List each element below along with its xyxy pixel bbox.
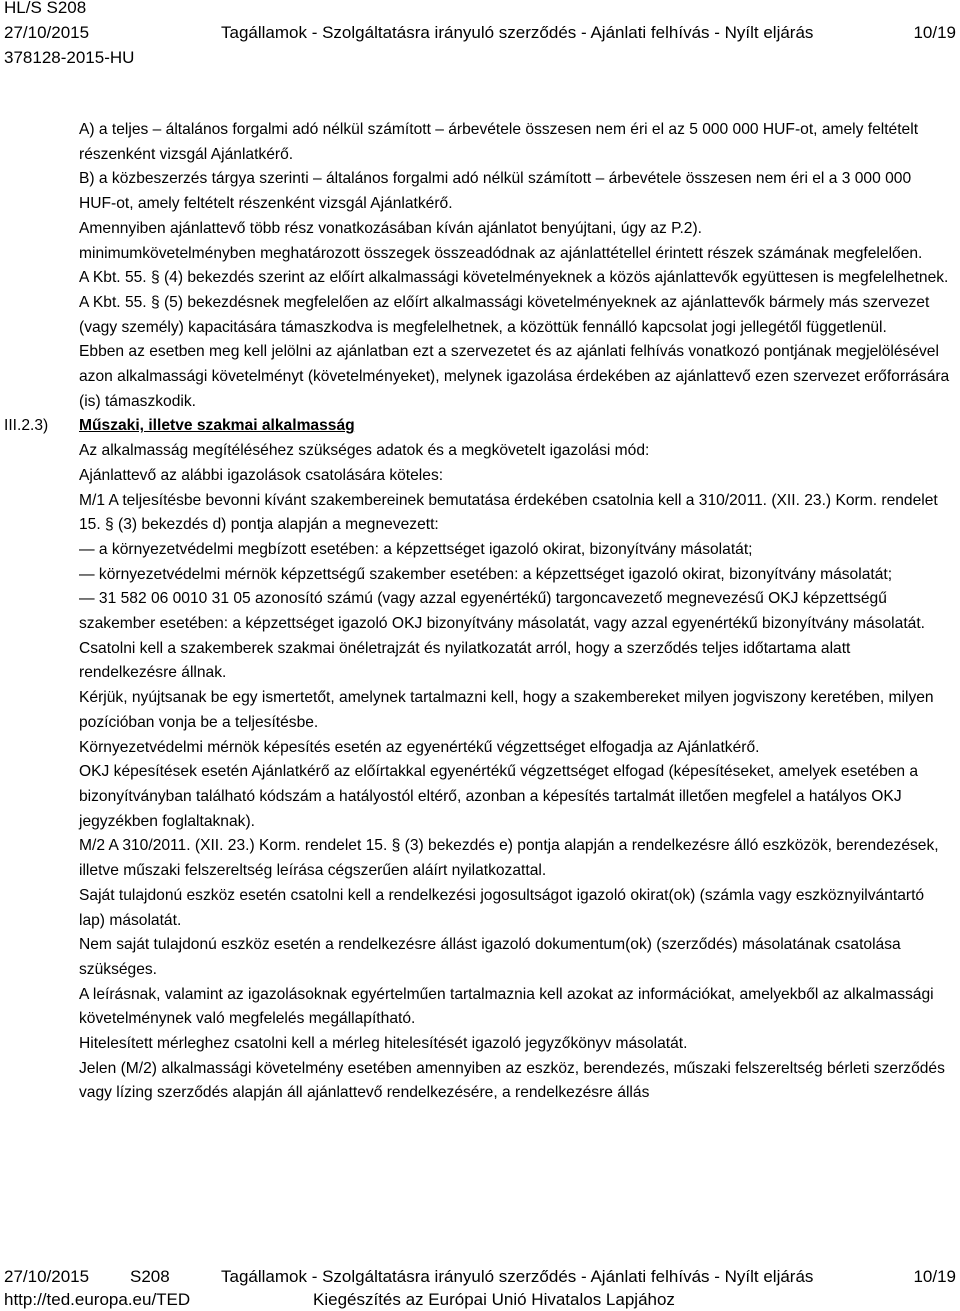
notice-number: 378128-2015-HU (4, 48, 135, 67)
paragraph: OKJ képesítések esetén Ajánlatkérő az előírtakkal egyenértékű végzettséget elfogad (képesítéseket, amelyek esetében a bizonyítványban található kódszám a hatályostól eltérő, azonban a képesítés tartalmát illetően megfelel a hatályos OKJ jegyzékben foglaltaknak). (79, 763, 919, 830)
section-continuation (0, 118, 960, 414)
footer-page-number: 10/19 (913, 1267, 956, 1286)
document-body (0, 118, 960, 1106)
header-title: Tagállamok - Szolgáltatásra irányuló szerződés - Ajánlati felhívás - Nyílt eljárás (221, 23, 814, 42)
paragraph: A leírásnak, valamint az igazolásoknak egyértelműen tartalmaznia kell azokat az információkat, amelyekből az alkalmassági követelménynek való megfelelés megállapítható. (79, 985, 934, 1028)
paragraph: Nem saját tulajdonú eszköz esetén a rendelkezésre állást igazoló dokumentum(ok) (szerződés) másolatának csatolása szükséges. (79, 936, 901, 978)
paragraph: Saját tulajdonú eszköz esetén csatolni kell a rendelkezési jogosultságot igazoló okirat(ok) (számla vagy eszköznyilvántartó lap) másolatát. (79, 886, 925, 929)
section-number: III.2.3) (4, 417, 49, 435)
footer-series: S208 (130, 1267, 170, 1286)
footer-title: Tagállamok - Szolgáltatásra irányuló szerződés - Ajánlati felhívás - Nyílt eljárás (221, 1267, 814, 1286)
paragraph: M/1 A teljesítésbe bevonni kívánt szakembereinek bemutatása érdekében csatolnia kell a 310/2011. (XII. 23.) Korm. rendelet 15. § (3) bekezdés d) pontja alapján a megnevezett: (79, 491, 938, 534)
paragraph: B) a közbeszerzés tárgya szerinti – általános forgalmi adó nélkül számított – árbevétele összesen nem éri el a 3 000 000 HUF-ot, amely feltételt részenként vizsgál Ajánlatkérő. (79, 170, 912, 213)
paragraph: M/2 A 310/2011. (XII. 23.) Korm. rendelet 15. § (3) bekezdés e) pontja alapján a rendelkezésre álló eszközök, berendezések, illetve műszaki felszereltség leírása cégszerűen aláírt nyilatkozattal. (79, 837, 939, 880)
footer-publisher: Kiegészítés az Európai Unió Hivatalos Lapjához (313, 1290, 675, 1309)
paragraph: A) a teljes – általános forgalmi adó nélkül számított – árbevétele összesen nem éri el az 5 000 000 HUF-ot, amely feltételt részenként vizsgál Ajánlatkérő. (79, 121, 919, 163)
header-page-number: 10/19 (913, 23, 956, 42)
paragraph: Csatolni kell a szakemberek szakmai önéletrajzát és nyilatkozatát arról, hogy a szerződés teljes időtartama alatt rendelkezésre állnak. (79, 639, 851, 682)
footer-date: 27/10/2015 (4, 1267, 90, 1286)
header-date: 27/10/2015 (4, 23, 90, 42)
paragraph: A Kbt. 55. § (5) bekezdésnek megfelelően az előírt alkalmassági követelményeknek az ajánlattevők bármely más szervezet (vagy személy) kapacitására támaszkodva is megfelelhetnek, a közöttük fennálló kapcsolat jogi jellegétől függetlenül. (79, 293, 930, 336)
paragraph: Ajánlattevő az alábbi igazolások csatolására köteles: (79, 466, 444, 484)
paragraph: Az alkalmasság megítéléséhez szükséges adatok és a megkövetelt igazolási mód: (79, 442, 650, 460)
doc-id: HL/S S208 (4, 0, 87, 17)
section-III-2-3 (0, 414, 960, 1106)
paragraph: A Kbt. 55. § (4) bekezdés szerint az előírt alkalmassági követelményeknek a közös ajánlattevők együttesen is megfelelhetnek. (79, 269, 949, 287)
paragraph: minimumkövetelményben meghatározott összegek összeadódnak az ajánlattétellel érintett részek számának megfelelően. (79, 244, 923, 262)
paragraph: Környezetvédelmi mérnök képesítés esetén az egyenértékű végzettséget elfogadja az Ajánlatkérő. (79, 738, 760, 756)
paragraph: Jelen (M/2) alkalmassági követelmény esetében amennyiben az eszköz, berendezés, műszaki felszereltség bérleti szerződés vagy lízing szerződés alapján áll ajánlattevő rendelkezésére, a rendelkezésre állás (79, 1059, 945, 1102)
paragraph: Hitelesített mérleghez csatolni kell a mérleg hitelesítését igazoló jegyzőkönyv másolatát. (79, 1035, 688, 1053)
section-heading: Műszaki, illetve szakmai alkalmasság (79, 417, 355, 435)
paragraph: Ebben az esetben meg kell jelölni az ajánlatban ezt a szervezetet és az ajánlati felhívás vonatkozó pontjának megjelölésével azon alkalmassági követelményt (követelményeket), melynek igazolása érdekében az ajánlattevő ezen szervezet erőforrására (is) támaszkodik. (79, 343, 950, 410)
page-footer (0, 1266, 960, 1311)
ted-link[interactable]: http://ted.europa.eu/TED (4, 1290, 191, 1309)
paragraph: Amennyiben ajánlattevő több rész vonatkozásában kíván ajánlatot benyújtani, úgy az P.2). (79, 219, 703, 237)
list-item: — a környezetvédelmi megbízott esetében: a képzettséget igazoló okirat, bizonyítvány másolatát; (79, 540, 753, 558)
list-item: — környezetvédelmi mérnök képzettségű szakember esetében: a képzettséget igazoló okirat, bizonyítvány másolatát; (79, 565, 893, 583)
page-header (0, 0, 960, 70)
list-item: — 31 582 06 0010 31 05 azonosító számú (vagy azzal egyenértékű) targoncavezető megnevezésű OKJ képzettségű szakember esetében: a képzettséget igazoló OKJ bizonyítvány másolatát, vagy azzal egyenértékű bizonyítvány másolatát. (79, 590, 925, 633)
paragraph: Kérjük, nyújtsanak be egy ismertetőt, amelynek tartalmazni kell, hogy a szakembereket milyen jogviszony keretében, milyen pozícióban vonja be a teljesítésbe. (79, 689, 934, 731)
